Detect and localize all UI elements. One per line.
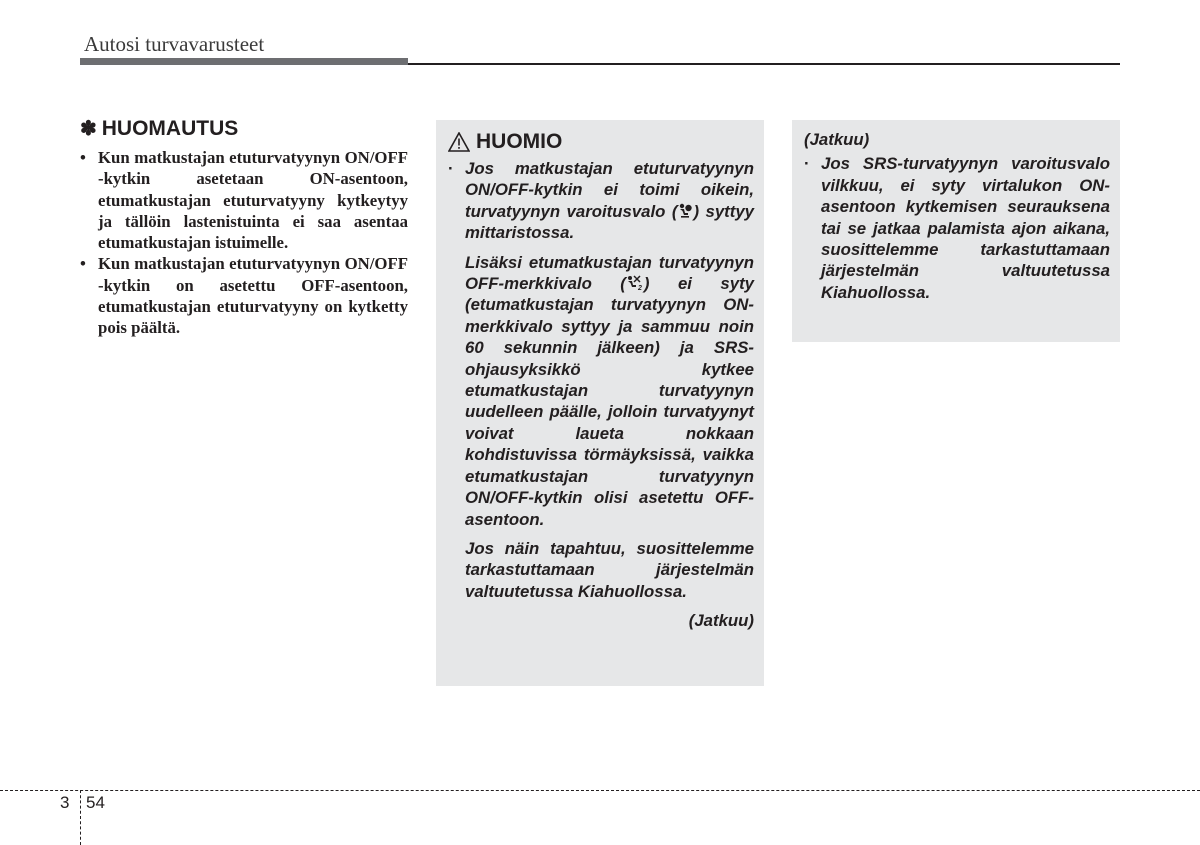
warning-continued-label: (Jatkuu) [688, 611, 754, 631]
page-header-title: Autosi turvavarusteet [84, 32, 265, 56]
note-item-1 [80, 147, 408, 253]
warning-item-1-text-b: ) syttyy mittaristossa. [465, 201, 754, 243]
continuation-item [804, 153, 1110, 303]
header-rule-thin [408, 63, 1120, 65]
note-item-2 [80, 253, 408, 338]
header-rule-thick [80, 58, 408, 65]
bullet: • [80, 148, 86, 167]
bullet: · [448, 159, 454, 178]
note-heading [80, 116, 408, 141]
airbag-warning-icon [677, 203, 693, 219]
page-number: 54 [86, 793, 105, 812]
continuation-list [804, 153, 1110, 303]
warning-box [436, 120, 764, 686]
svg-text:2: 2 [637, 285, 642, 292]
warning-list [448, 158, 754, 244]
note-section [80, 116, 408, 339]
note-item-2-text: Kun matkustajan etuturvatyynyn ON/OFF -kytkin on asetettu OFF-asentoon, etumatkustajan etuturvatyyny on kytketty pois päältä. [98, 254, 408, 338]
bullet: · [804, 154, 810, 174]
warning-triangle-icon [448, 132, 470, 152]
note-heading-text: HUOMAUTUS [101, 116, 239, 140]
bullet: • [80, 254, 86, 274]
warning-para-1-text-a: Lisäksi etumatkustajan turvatyynyn OFF-merkkivalo ( [465, 252, 754, 294]
asterisk-icon: ✽ [80, 118, 97, 140]
note-item-1-text: Kun matkustajan etuturvatyynyn ON/OFF -kytkin asetetaan ON-asentoon, etumatkustajan etuturvatyyny kytkeytyy ja tällöin lastenistuinta ei saa asentaa etumatkustajan istuimelle. [98, 148, 408, 253]
airbag-off-icon [626, 275, 644, 291]
warning-item-1-text-a: Jos matkustajan etuturvatyynyn ON/OFF-kytkin ei toimi oikein, turvatyynyn varoitusvalo ( [465, 159, 754, 221]
chapter-number: 3 [60, 793, 70, 812]
note-list [80, 147, 408, 339]
warning-para-2: Jos näin tapahtuu, suosittelemme tarkastuttamaan järjestelmän valtuutetussa Kiahuollossa. [465, 538, 754, 601]
warning-item-1 [448, 158, 754, 244]
continuation-item-text: Jos SRS-turvatyynyn varoitusvalo vilkkuu, ei syty virtalukon ON-asentoon kytkemisen seurauksena tai se jatkaa palamista ajon aikana, suosittelemme tarkastuttamaan järjestelmän valtuutetussa Kiahuollossa. [821, 154, 1110, 302]
footer-divider-vertical [80, 790, 81, 845]
continuation-box [792, 120, 1120, 342]
warning-heading-text: HUOMIO [476, 130, 563, 153]
warning-para-1 [448, 252, 754, 530]
warning-heading [448, 130, 754, 154]
warning-para-1-text-b: ) ei syty (etumatkustajan turvatyynyn ON-merkkivalo syttyy ja sammuu noin 60 sekunnin jälkeen) ja SRS-ohjausyksikkö kytkee etumatkustajan turvatyynyn uudelleen päälle, jolloin turvatyynyt voivat laueta nokkaan kohdistuvissa törmäyksissä, vaikka etumatkustajan turvatyynyn ON/OFF-kytkin olisi asetettu OFF-asentoon. [465, 274, 754, 529]
continuation-label: (Jatkuu) [804, 130, 870, 149]
footer-divider-horizontal [0, 790, 1200, 791]
